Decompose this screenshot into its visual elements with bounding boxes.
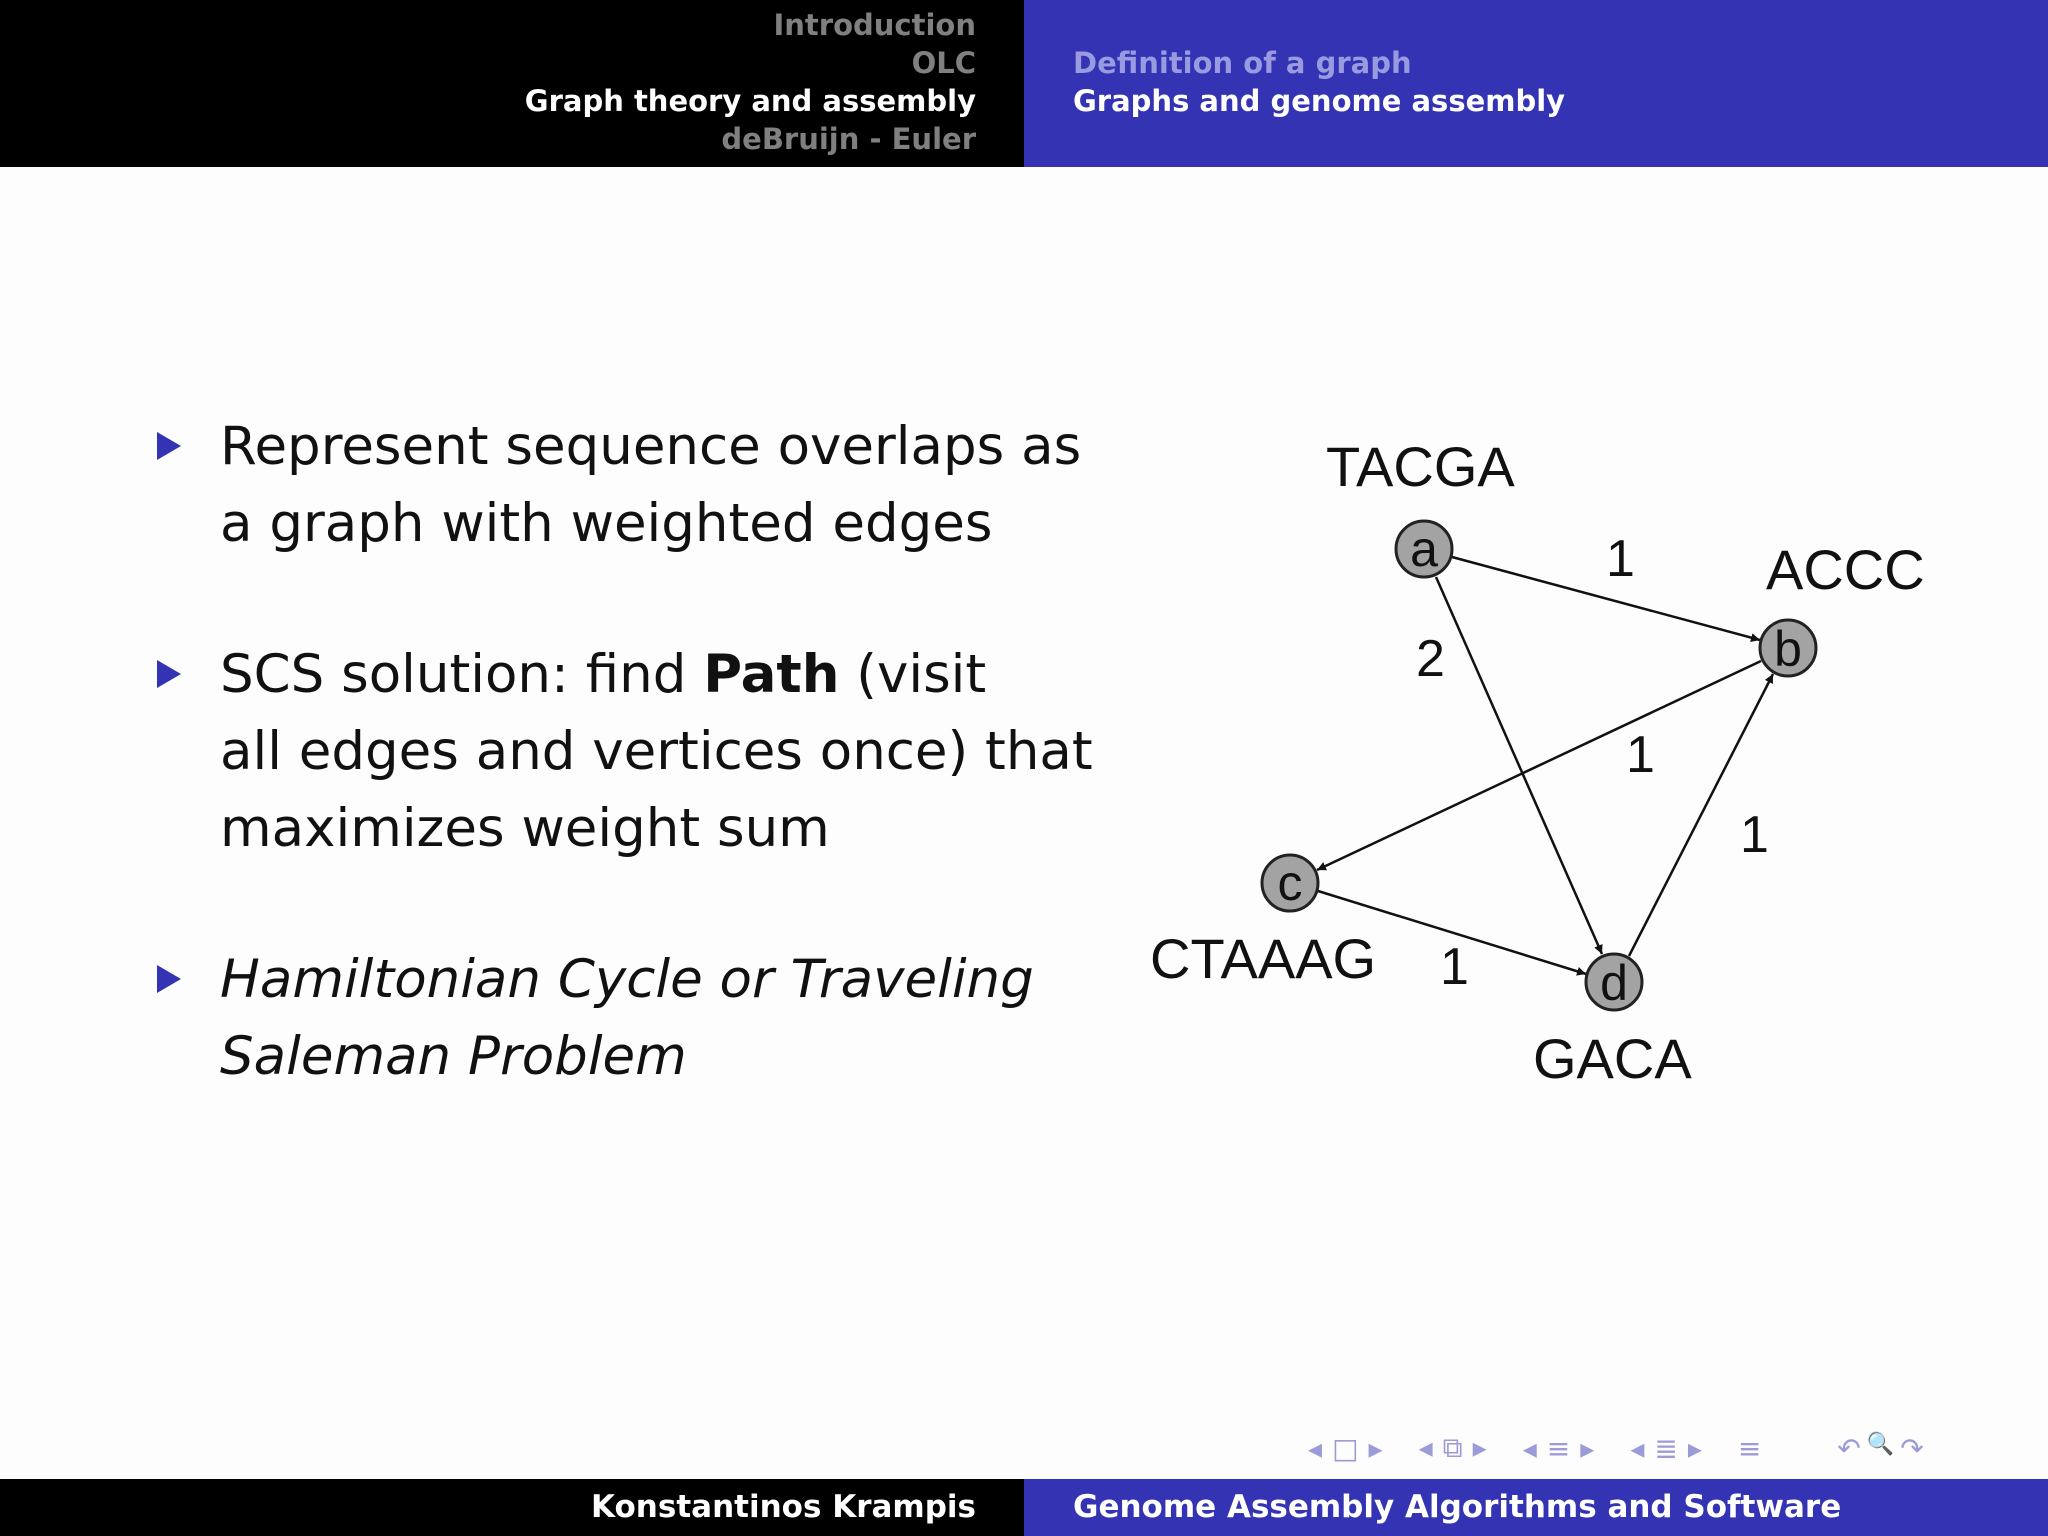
footer-bar bbox=[0, 1479, 2048, 1536]
bullet-text-pre: SCS solution: find bbox=[220, 644, 704, 705]
header-bar bbox=[0, 0, 2048, 167]
section-navigation bbox=[0, 0, 1024, 167]
overlap-graph-diagram bbox=[1100, 400, 1960, 1120]
triangle-bullet-icon bbox=[157, 432, 181, 460]
back-icon[interactable]: ↶ bbox=[1837, 1431, 1861, 1465]
bullet-item bbox=[150, 408, 1090, 562]
sequence-label-b: ACCC bbox=[1766, 538, 1925, 601]
graph-node-d bbox=[1586, 954, 1642, 1011]
section-prev-icon[interactable]: ◂ bbox=[1522, 1431, 1537, 1465]
bullet-line: a graph with weighted edges bbox=[220, 493, 993, 554]
bullet-line: Represent sequence overlaps as bbox=[220, 416, 1082, 477]
subsection-icon[interactable]: ⧉ bbox=[1442, 1431, 1463, 1464]
edge-weight-a-b: 1 bbox=[1606, 530, 1635, 588]
part-next-icon[interactable]: ▸ bbox=[1687, 1431, 1702, 1465]
node-letter-a: a bbox=[1410, 521, 1438, 577]
sequence-label-a: TACGA bbox=[1326, 435, 1515, 498]
footer-author: Konstantinos Krampis bbox=[591, 1489, 976, 1525]
node-letter-c: c bbox=[1277, 855, 1303, 911]
frame-icon[interactable]: □ bbox=[1332, 1431, 1359, 1465]
footer-presentation-title: Genome Assembly Algorithms and Software bbox=[1073, 1489, 1842, 1525]
bullet-item bbox=[150, 941, 1090, 1095]
sequence-label-d: GACA bbox=[1533, 1027, 1692, 1090]
bullet-line: maximizes weight sum bbox=[220, 798, 830, 859]
sequence-label-c: CTAAAG bbox=[1150, 927, 1377, 990]
subsection-navigation bbox=[1024, 0, 2048, 167]
edge-a-d bbox=[1436, 577, 1602, 954]
section-link-olc[interactable]: OLC bbox=[911, 46, 976, 80]
subsection-prev-icon[interactable]: ◂ bbox=[1418, 1431, 1433, 1464]
subsection-next-icon[interactable]: ▸ bbox=[1472, 1431, 1487, 1464]
section-next-icon[interactable]: ▸ bbox=[1580, 1431, 1595, 1465]
search-icon[interactable]: 🔍 bbox=[1866, 1431, 1895, 1457]
section-link-introduction[interactable]: Introduction bbox=[773, 8, 976, 42]
appendix-icon[interactable]: ≡ bbox=[1737, 1431, 1762, 1465]
graph-node-c bbox=[1262, 855, 1318, 911]
graph-node-b bbox=[1760, 620, 1816, 677]
edge-weight-d-b: 1 bbox=[1740, 806, 1769, 864]
bullet-text-post: (visit bbox=[839, 644, 987, 705]
edge-weight-b-c: 1 bbox=[1626, 726, 1655, 784]
node-letter-d: d bbox=[1600, 955, 1628, 1011]
subsection-link-graphs-assembly[interactable]: Graphs and genome assembly bbox=[1073, 84, 1566, 118]
section-link-debruijn-euler[interactable]: deBruijn - Euler bbox=[721, 122, 976, 156]
bullet-line: Hamiltonian Cycle or Traveling bbox=[220, 949, 1034, 1010]
frame-prev-icon[interactable]: ◂ bbox=[1308, 1431, 1323, 1465]
part-prev-icon[interactable]: ◂ bbox=[1630, 1431, 1645, 1465]
triangle-bullet-icon bbox=[157, 965, 181, 993]
node-letter-b: b bbox=[1774, 621, 1802, 677]
subsection-link-definition[interactable]: Definition of a graph bbox=[1073, 46, 1412, 80]
bullet-item bbox=[150, 636, 1093, 867]
forward-icon[interactable]: ↷ bbox=[1900, 1431, 1924, 1465]
bullet-text-bold: Path bbox=[703, 644, 840, 705]
section-link-graph-theory[interactable]: Graph theory and assembly bbox=[524, 84, 976, 118]
navigation-symbols bbox=[1308, 1430, 1924, 1466]
bullet-line: all edges and vertices once) that bbox=[220, 721, 1093, 782]
triangle-bullet-icon bbox=[157, 660, 181, 688]
bullet-list bbox=[150, 408, 1093, 1169]
bullet-line bbox=[220, 636, 1090, 713]
frame-next-icon[interactable]: ▸ bbox=[1368, 1431, 1383, 1465]
edge-weight-a-d: 2 bbox=[1416, 630, 1445, 688]
edge-weight-c-d: 1 bbox=[1440, 938, 1469, 996]
edge-b-c bbox=[1317, 661, 1761, 870]
part-icon[interactable]: ≣ bbox=[1654, 1431, 1678, 1465]
section-icon[interactable]: ≡ bbox=[1546, 1431, 1571, 1465]
graph-node-a bbox=[1396, 521, 1452, 577]
bullet-line: Saleman Problem bbox=[220, 1026, 687, 1087]
